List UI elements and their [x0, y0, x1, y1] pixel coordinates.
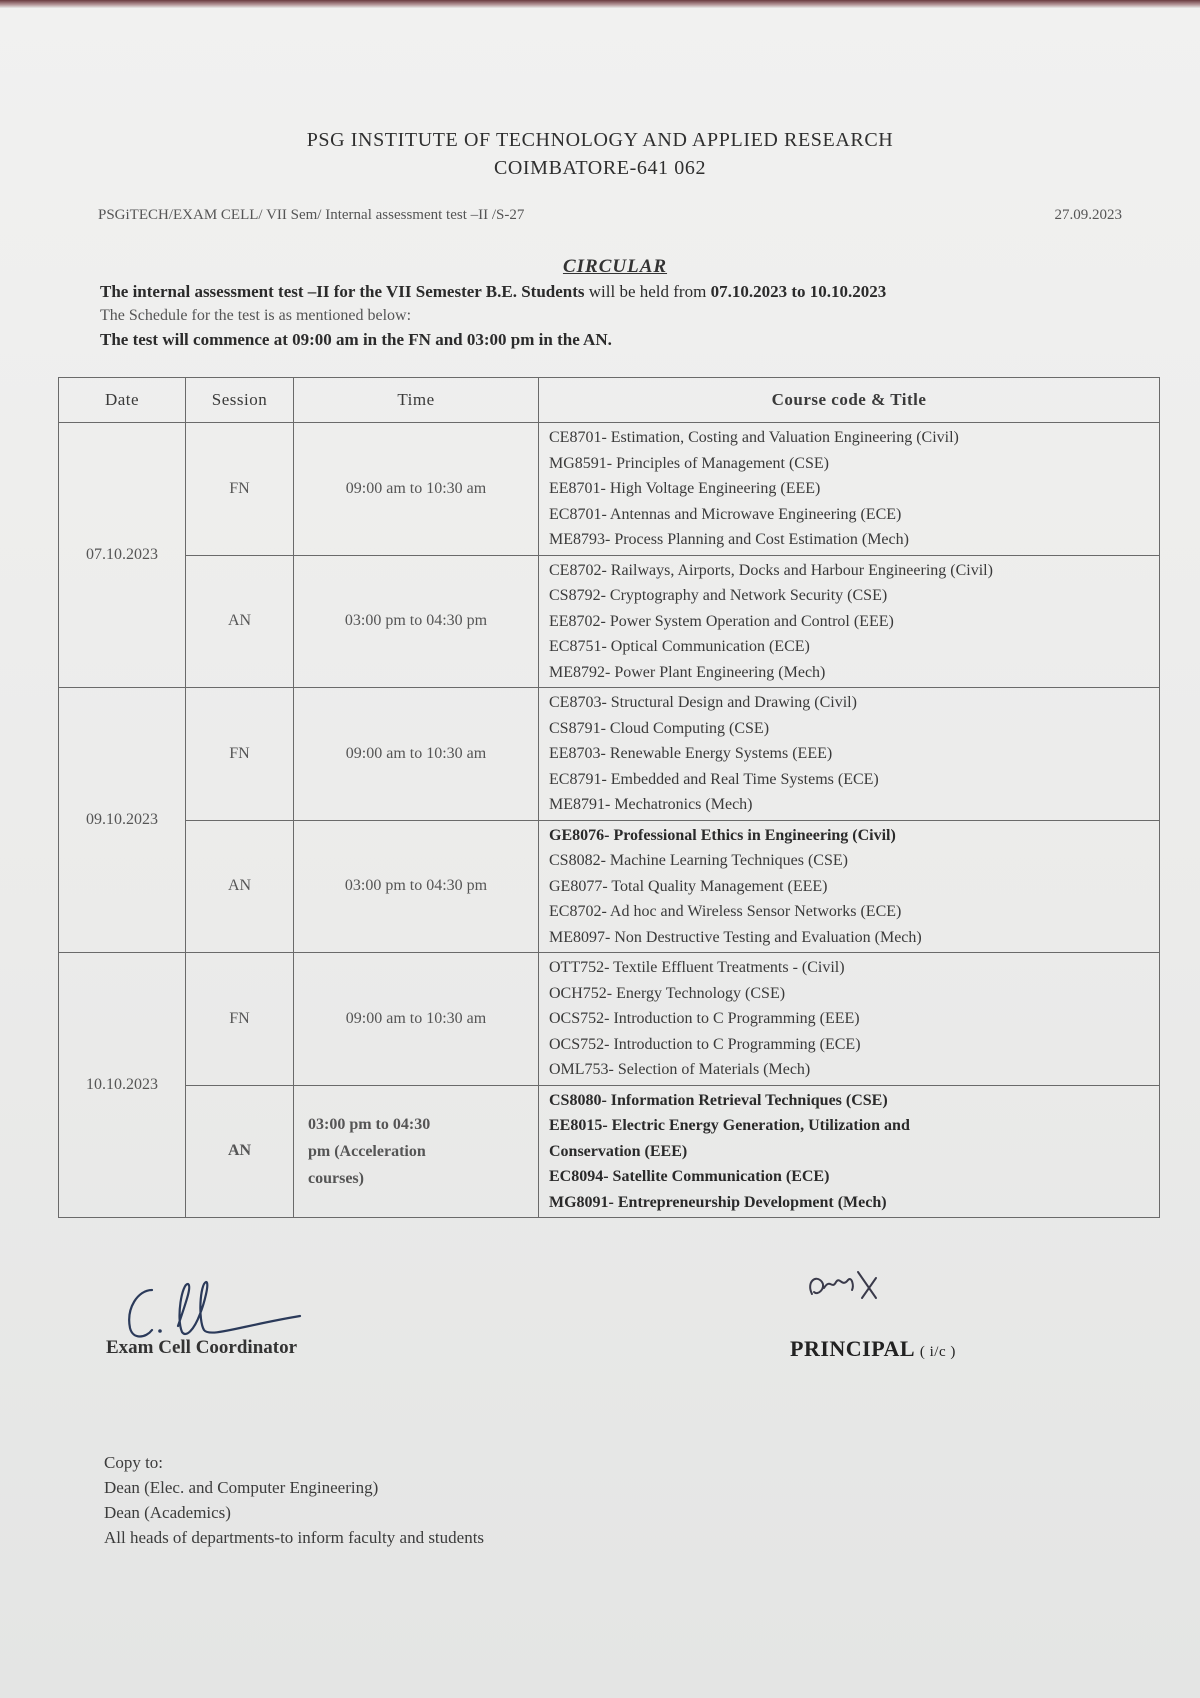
course-line: ME8791- Mechatronics (Mech) — [549, 796, 753, 813]
session-cell: AN — [186, 555, 294, 688]
time-line: courses) — [308, 1169, 364, 1187]
course-line: EC8751- Optical Communication (ECE) — [549, 638, 810, 655]
course-cell — [539, 820, 1160, 953]
table-row — [59, 1085, 1160, 1218]
course-cell — [539, 423, 1160, 556]
course-line: CE8703- Structural Design and Drawing (Civil) — [549, 694, 857, 711]
copy-to-section — [104, 1450, 484, 1550]
copy-to-item: All heads of departments-to inform faculty and students — [104, 1528, 485, 1547]
date-cell: 09.10.2023 — [59, 688, 186, 953]
table-header-row — [59, 378, 1160, 423]
copy-to-item: Dean (Elec. and Computer Engineering) — [104, 1478, 379, 1497]
intro-line-1 — [100, 280, 1180, 304]
course-line: Conservation (EEE) — [549, 1142, 688, 1160]
course-line: CS8082- Machine Learning Techniques (CSE) — [549, 852, 848, 869]
course-cell — [539, 1085, 1160, 1218]
course-line: EE8702- Power System Operation and Control (EEE) — [549, 612, 894, 630]
course-line: ME8097- Non Destructive Testing and Evaluation (Mech) — [549, 928, 922, 946]
letterhead — [0, 126, 1200, 182]
course-line: GE8077- Total Quality Management (EEE) — [549, 877, 828, 895]
course-line: CS8080- Information Retrieval Techniques (CSE) — [549, 1091, 888, 1109]
course-line: EE8703- Renewable Energy Systems (EEE) — [549, 745, 833, 762]
principal-signature — [802, 1258, 892, 1310]
time-line: pm (Acceleration — [308, 1142, 426, 1160]
course-cell — [539, 555, 1160, 688]
principal-suffix: ( i/c ) — [919, 1344, 956, 1360]
intro-line-1-mid: will be held from — [584, 282, 711, 301]
header-session: Session — [186, 378, 294, 423]
header-course: Course code & Title — [539, 378, 1160, 423]
time-cell: 03:00 pm to 04:30 pm — [294, 555, 539, 688]
course-line: EE8015- Electric Energy Generation, Utilization and — [549, 1117, 910, 1134]
page-top-edge — [0, 0, 1200, 8]
course-line: CS8792- Cryptography and Network Security (CSE) — [549, 587, 888, 604]
intro-line-1-bold: The internal assessment test –II for the VII Semester B.E. Students — [100, 282, 585, 301]
principal-title: PRINCIPAL — [790, 1336, 914, 1361]
time-line: 03:00 pm to 04:30 — [308, 1115, 431, 1133]
time-cell: 09:00 am to 10:30 am — [294, 688, 539, 821]
course-line: EC8094- Satellite Communication (ECE) — [549, 1168, 830, 1185]
time-cell: 09:00 am to 10:30 am — [294, 953, 539, 1086]
course-line: OCS752- Introduction to C Programming (EEE) — [549, 1010, 860, 1027]
session-cell: AN — [186, 1085, 294, 1218]
intro-line-3: The test will commence at 09:00 am in the FN and 03:00 pm in the AN. — [100, 330, 612, 349]
header-time: Time — [294, 378, 539, 423]
course-line: EC8702- Ad hoc and Wireless Sensor Networks (ECE) — [549, 903, 902, 920]
course-line: CE8702- Railways, Airports, Docks and Harbour Engineering (Civil) — [549, 561, 993, 579]
circular-title: CIRCULAR — [562, 256, 668, 277]
schedule-table — [58, 377, 1160, 1218]
table-row — [59, 953, 1160, 1086]
principal-label — [790, 1336, 956, 1362]
course-line: GE8076- Professional Ethics in Engineering (Civil) — [549, 826, 896, 844]
table-row — [59, 820, 1160, 953]
course-line: CS8791- Cloud Computing (CSE) — [549, 719, 770, 737]
course-line: OTT752- Textile Effluent Treatments - (Civil) — [549, 959, 845, 976]
course-line: OCH752- Energy Technology (CSE) — [549, 984, 786, 1002]
intro-line-2: The Schedule for the test is as mentioned below: — [100, 307, 412, 324]
date-cell: 10.10.2023 — [59, 953, 186, 1218]
course-line: CE8701- Estimation, Costing and Valuation Engineering (Civil) — [549, 429, 959, 446]
table-row — [59, 423, 1160, 556]
session-cell: FN — [186, 953, 294, 1086]
course-line: EC8701- Antennas and Microwave Engineering (ECE) — [549, 505, 902, 523]
time-cell: 03:00 pm to 04:30 pm — [294, 820, 539, 953]
course-line: OCS752- Introduction to C Programming (ECE) — [549, 1035, 861, 1053]
session-cell: FN — [186, 423, 294, 556]
copy-to-item: Dean (Academics) — [104, 1503, 231, 1522]
date-cell: 07.10.2023 — [59, 423, 186, 688]
time-cell: 09:00 am to 10:30 am — [294, 423, 539, 556]
course-cell — [539, 953, 1160, 1086]
intro-line-1-dates: 07.10.2023 to 10.10.2023 — [710, 282, 887, 301]
session-cell: FN — [186, 688, 294, 821]
course-cell — [539, 688, 1160, 821]
table-row — [59, 555, 1160, 688]
coordinator-label: Exam Cell Coordinator — [106, 1337, 298, 1358]
coordinator-signature — [120, 1268, 310, 1348]
intro-text — [100, 280, 1180, 352]
institute-name: PSG INSTITUTE OF TECHNOLOGY AND APPLIED RESEARCH — [306, 129, 894, 151]
course-line: EC8791- Embedded and Real Time Systems (ECE) — [549, 770, 879, 788]
course-line: EE8701- High Voltage Engineering (EEE) — [549, 480, 821, 497]
table-row — [59, 688, 1160, 821]
course-line: ME8793- Process Planning and Cost Estimation (Mech) — [549, 531, 909, 548]
reference-number: PSGiTECH/EXAM CELL/ VII Sem/ Internal assessment test –II /S-27 — [98, 207, 525, 223]
course-line: ME8792- Power Plant Engineering (Mech) — [549, 663, 826, 681]
circular-date: 27.09.2023 — [1054, 207, 1122, 223]
course-line: MG8091- Entrepreneurship Development (Mech) — [549, 1193, 887, 1211]
time-cell — [294, 1085, 539, 1218]
course-line: OML753- Selection of Materials (Mech) — [549, 1061, 811, 1078]
institute-city: COIMBATORE-641 062 — [493, 157, 707, 179]
session-cell: AN — [186, 820, 294, 953]
copy-to-label: Copy to: — [104, 1453, 164, 1472]
header-date: Date — [59, 378, 186, 423]
course-line: MG8591- Principles of Management (CSE) — [549, 454, 829, 472]
